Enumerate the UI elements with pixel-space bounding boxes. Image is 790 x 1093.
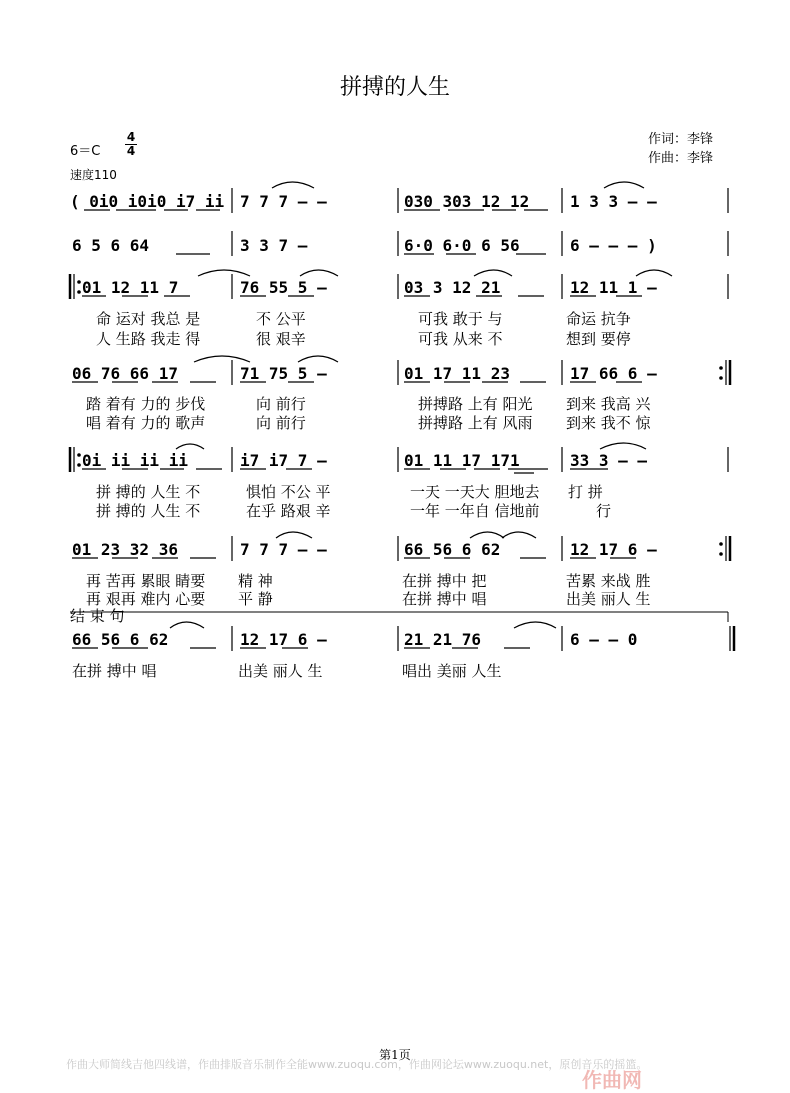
key-signature: 6＝C xyxy=(70,144,101,159)
row2-measure1: 6 5 6 64 xyxy=(72,236,150,255)
repeat-dot xyxy=(77,290,81,294)
row5-measure1: 0i ii ii ii xyxy=(82,451,188,470)
row1-measure1: ( 0i0 i0i0 i7 ii xyxy=(70,192,225,211)
row3-lyric1-m1: 命 运对 我总 是 xyxy=(96,310,201,328)
row6-measure2: 7 7 7 – – xyxy=(240,540,327,559)
row6-measure1: 01 23 32 36 xyxy=(72,540,178,559)
row5-lyric2-m3: 一年 一年自 信地前 xyxy=(410,502,540,520)
time-signature-top: 4 xyxy=(126,130,136,144)
row4-measure2: 71 75 5 – xyxy=(240,364,327,383)
slur xyxy=(474,270,512,276)
row2-measure4: 6 – – – ) xyxy=(570,236,657,255)
row3-measure4: 12 11 1 – xyxy=(570,278,657,297)
row5-measure3: 01 11 17 171 xyxy=(404,451,520,470)
slur xyxy=(276,532,312,538)
slur xyxy=(600,443,646,449)
row6-lyric2-m1: 再 艰再 难内 心要 xyxy=(86,590,206,608)
slur xyxy=(604,182,644,188)
repeat-dot xyxy=(719,542,723,546)
slur xyxy=(198,270,250,276)
row3-measure1: 01 12 11 7 xyxy=(82,278,179,297)
row6-measure3: 66 56 6 62 xyxy=(404,540,501,559)
slur xyxy=(176,444,204,449)
row4-lyric1-m2: 向 前行 xyxy=(256,395,306,413)
row7-measure2: 12 17 6 – xyxy=(240,630,327,649)
slur xyxy=(470,532,504,538)
row4-lyric1-m1: 踏 着有 力的 步伐 xyxy=(86,395,206,413)
row5-lyric2-m1: 拼 搏的 人生 不 xyxy=(96,502,201,520)
row1-measure2: 7 7 7 – – xyxy=(240,192,327,211)
row6-lyric1-m1: 再 苦再 累眼 睛要 xyxy=(86,572,206,590)
row5-lyric1-m1: 拼 搏的 人生 不 xyxy=(96,483,201,501)
row4-measure4: 17 66 6 – xyxy=(570,364,657,383)
row4-lyric2-m2: 向 前行 xyxy=(256,414,306,432)
watermark-text: 作曲大师简线吉他四线谱，作曲排版音乐制作全能www.zuoqu.com，作曲网论坛www.zuoqu.net，原创音乐的摇篮。 xyxy=(66,1058,648,1071)
row3-lyric1-m4: 命运 抗争 xyxy=(566,310,631,328)
slur xyxy=(502,532,536,538)
row5-lyric1-m3: 一天 一天大 胆地去 xyxy=(410,483,540,501)
repeat-dot xyxy=(719,366,723,370)
row4-lyric2-m4: 到来 我不 惊 xyxy=(566,414,651,432)
row4-measure3: 01 17 11 23 xyxy=(404,364,510,383)
page-number: 第1页 xyxy=(379,1048,411,1062)
row4-lyric1-m4: 到来 我高 兴 xyxy=(566,395,651,413)
row6-lyric1-m2: 精 神 xyxy=(238,572,273,590)
slur xyxy=(300,270,338,276)
row1-measure3: 030 303 12 12 xyxy=(404,192,530,211)
row3-lyric2-m2: 很 艰辛 xyxy=(256,330,306,348)
time-signature-bottom: 4 xyxy=(126,144,136,158)
repeat-dot xyxy=(719,552,723,556)
ending-label: 结 束 句 xyxy=(70,607,125,625)
row6-lyric2-m2: 平 静 xyxy=(238,590,273,608)
row3-measure2: 76 55 5 – xyxy=(240,278,327,297)
row7-lyric-m2: 出美 丽人 生 xyxy=(238,662,323,680)
slur xyxy=(272,182,314,188)
row4-lyric1-m3: 拼搏路 上有 阳光 xyxy=(418,395,533,413)
row6-lyric1-m3: 在拼 搏中 把 xyxy=(402,572,487,590)
slur xyxy=(636,270,672,276)
row5-measure4: 33 3 – – xyxy=(570,451,648,470)
page-title: 拼搏的人生 xyxy=(339,75,450,100)
row3-measure3: 03 3 12 21 xyxy=(404,278,501,297)
lyricist-credit: 作词：李锋 xyxy=(648,132,714,147)
slur xyxy=(170,622,204,628)
row7-lyric-m1: 在拼 搏中 唱 xyxy=(72,662,157,680)
row6-lyric2-m3: 在拼 搏中 唱 xyxy=(402,590,487,608)
row3-lyric2-m1: 人 生路 我走 得 xyxy=(96,330,201,348)
row5-lyric1-m4: 打 拼 xyxy=(568,483,603,501)
repeat-dot xyxy=(77,453,81,457)
row7-lyric-m3: 唱出 美丽 人生 xyxy=(402,662,502,680)
row5-measure2: i7 i7 7 – xyxy=(240,451,327,470)
row2-measure3: 6·0 6·0 6 56 xyxy=(404,236,520,255)
row5-lyric2-m2: 在乎 路艰 辛 xyxy=(246,502,331,520)
row6-lyric1-m4: 苦累 来战 胜 xyxy=(566,572,651,590)
row5-lyric2-m4: 行 xyxy=(596,502,612,520)
row4-measure1: 06 76 66 17 xyxy=(72,364,178,383)
row5-lyric1-m2: 惧怕 不公 平 xyxy=(246,483,331,501)
repeat-dot xyxy=(719,376,723,380)
composer-credit: 作曲：李锋 xyxy=(648,151,714,166)
brand-logo: 作曲网 xyxy=(582,1068,642,1092)
row4-lyric2-m3: 拼搏路 上有 风雨 xyxy=(418,414,533,432)
row3-lyric2-m3: 可我 从来 不 xyxy=(418,330,503,348)
slur xyxy=(194,356,250,362)
slur xyxy=(298,356,338,362)
row2-measure2: 3 3 7 – xyxy=(240,236,308,255)
row3-lyric2-m4: 想到 要停 xyxy=(566,330,631,348)
row6-measure4: 12 17 6 – xyxy=(570,540,657,559)
row3-lyric1-m3: 可我 敢于 与 xyxy=(418,310,503,328)
slur xyxy=(514,622,556,628)
row7-measure4: 6 – – 0 xyxy=(570,630,638,649)
tempo-marking: 速度110 xyxy=(70,168,117,182)
repeat-dot xyxy=(77,280,81,284)
repeat-dot xyxy=(77,463,81,467)
row1-measure4: 1 3 3 – – xyxy=(570,192,657,211)
row7-measure3: 21 21 76 xyxy=(404,630,482,649)
row3-lyric1-m2: 不 公平 xyxy=(256,310,306,328)
row4-lyric2-m1: 唱 着有 力的 歌声 xyxy=(86,414,206,432)
row7-measure1: 66 56 6 62 xyxy=(72,630,169,649)
row6-lyric2-m4: 出美 丽人 生 xyxy=(566,590,651,608)
